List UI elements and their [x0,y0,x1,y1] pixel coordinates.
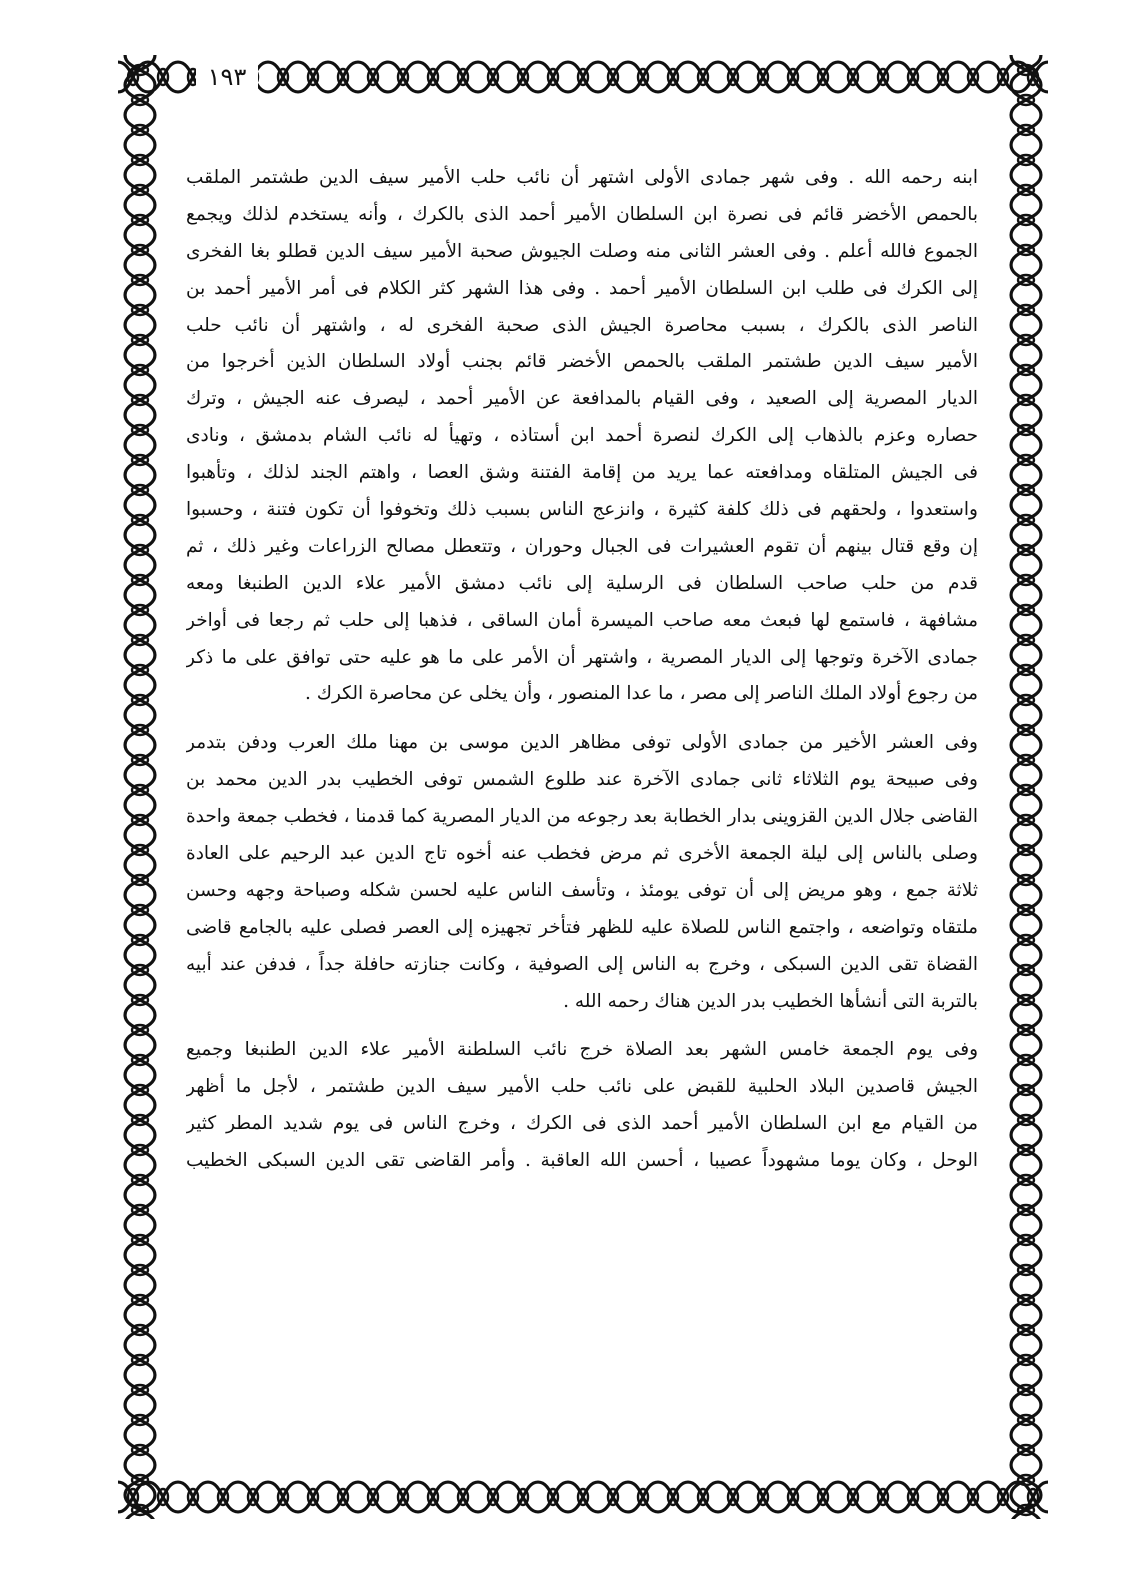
ornament-border-bottom [118,1475,1048,1519]
text-line: وفى العشر الأخير من جمادى الأولى توفى مظاهر الدين موسى بن مهنا ملك العرب ودفن بتدمر [186,732,978,754]
text-line: القضاة تقى الدين السبكى ، وخرج به الناس إلى الصوفية ، وكانت جنازته حافلة جداً ، فدفن عند أبيه [186,953,978,975]
text-line: القاضى جلال الدين القزوينى بدار الخطابة بعد رجوعه من الديار المصرية كما قدمنا ، فخطب جمعة واحدة [186,806,978,828]
text-line: مشافهة ، فاستمع لها فبعث معه صاحب الميسرة أمان الساقى ، فذهبا إلى حلب ثم رجعا فى أواخر [186,609,978,631]
text-line: الناصر الذى بالكرك ، بسبب محاصرة الجيش الذى صحبة الفخرى له ، واشتهر أن نائب حلب [186,314,978,336]
text-line: الجموع فالله أعلم . وفى العشر الثانى منه وصلت الجيوش صحبة الأمير سيف الدين قطلو بغا الفخرى [186,240,978,262]
text-line: فى الجيش المتلقاه ومدافعته عما يريد من إقامة الفتنة وشق العصا ، واهتم الجند لذلك ، وتأهبوا [186,462,978,484]
text-line: وفى يوم الجمعة خامس الشهر بعد الصلاة خرج نائب السلطنة الأمير علاء الدين الطنبغا وجميع [186,1039,978,1061]
text-line: ملتقاه وتواضعه ، واجتمع الناس للصلاة عليه للظهر فتأخر تجهيزه إلى العصر فصلى عليه بالجامع قاضى [186,916,978,938]
body-text [186,160,978,1465]
text-line: الوحل ، وكان يوما مشهوداً عصيبا ، أحسن الله العاقبة . وأمر القاضى تقى الدين السبكى الخطيب [186,1150,978,1172]
text-line: جمادى الآخرة وتوجها إلى الديار المصرية ، واشتهر أن الأمر على ما هو عليه حتى توافق على ما ذكر [186,646,978,668]
text-line: قدم من حلب صاحب السلطان فى الرسلية إلى نائب دمشق الأمير علاء الدين الطنبغا ومعه [186,572,978,594]
text-line: إلى الكرك فى طلب ابن السلطان الأمير أحمد . وفى هذا الشهر كثر الكلام فى أمر الأمير أحمد بن [186,277,978,299]
text-line: الديار المصرية إلى الصعيد ، وفى القيام بالمدافعة عن الأمير أحمد ، ليصرف عنه الجيش ، وترك [186,388,978,410]
text-line: ابنه رحمه الله . وفى شهر جمادى الأولى اشتهر أن نائب حلب الأمير سيف الدين طشتمر الملقب [186,167,978,188]
text-line: واستعدوا ، ولحقهم فى ذلك كلفة كثيرة ، وانزعج الناس بسبب ذلك وتخوفوا أن تكون فتنة ، وحسبوا [186,499,978,521]
text-line: ثلاثة جمع ، وهو مريض إلى أن توفى يومئذ ، وتأسف الناس عليه لحسن شكله وصباحة وجهه وحسن [186,879,978,901]
text-line: إن وقع قتال بينهم أن تقوم العشيرات فى الجبال وحوران ، وتتعطل مصالح الزراعات وغير ذلك ، ثم [186,535,978,557]
text-line: من رجوع أولاد الملك الناصر إلى مصر ، ما عدا المنصور ، وأن يخلى عن محاصرة الكرك . [304,683,978,705]
paragraph-3 [186,1032,978,1180]
paragraph-2 [186,725,978,1020]
text-line: حصاره وعزم بالذهاب إلى الكرك لنصرة أحمد ابن أستاذه ، وتهيأ له نائب الشام بدمشق ، ونادى [186,425,978,447]
ornament-border-left [118,55,162,1519]
text-line: وفى صبيحة يوم الثلاثاء ثانى جمادى الآخرة عند طلوع الشمس توفى الخطيب بدر الدين محمد بن [186,769,978,791]
text-line: الأمير سيف الدين طشتمر الملقب بالحمص الأخضر قائم بجنب أولاد السلطان الذين أخرجوا من [186,351,978,373]
text-line: بالحمص الأخضر قائم فى نصرة ابن السلطان الأمير أحمد الذى بالكرك ، وأنه يستخدم لذلك ويجمع [186,203,978,225]
ornament-border-right [1004,55,1048,1519]
paragraph-1 [186,160,978,713]
page-number: ١٩٣ [196,60,258,94]
text-line: الجيش قاصدين البلاد الحلبية للقبض على نائب حلب الأمير سيف الدين طشتمر ، لأجل ما أظهر [186,1076,978,1098]
text-line: بالتربة التى أنشأها الخطيب بدر الدين هناك رحمه الله . [563,990,978,1012]
text-line: من القيام مع ابن السلطان الأمير أحمد الذى فى الكرك ، وخرج الناس فى يوم شديد المطر كثير [186,1113,978,1135]
text-line: وصلى بالناس إلى ليلة الجمعة الأخرى ثم مرض فخطب عنه أخوه تاج الدين عبد الرحيم على العادة [186,843,978,865]
